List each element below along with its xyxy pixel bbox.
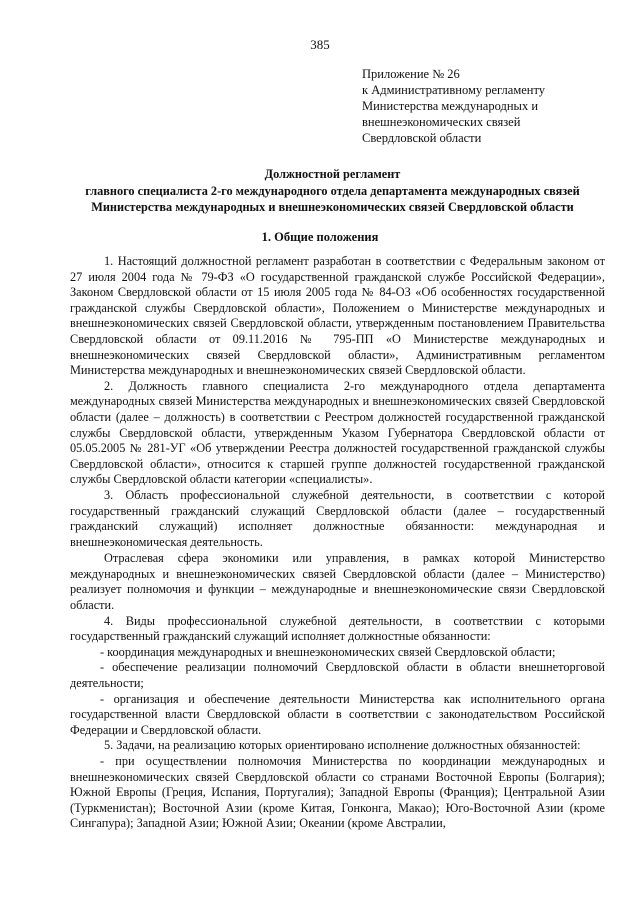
paragraph: 4. Виды профессиональной служебной деятельности, в соответствии с которыми государственный гражданский служащий исполняет должностные обязанности: <box>70 613 605 644</box>
title-line: Должностной регламент <box>264 167 401 181</box>
list-item: - организация и обеспечение деятельности Министерства как исполнительного органа государственной власти Свердловской области в соответствии с законодательством Российской Федерации и Свердловской области. <box>70 691 605 737</box>
paragraph: 5. Задачи, на реализацию которых ориентировано исполнение должностных обязанностей: <box>104 738 581 753</box>
appendix-line: Свердловской области <box>362 131 482 145</box>
appendix-line: Приложение № 26 <box>362 67 460 81</box>
page-number: 385 <box>310 37 330 52</box>
appendix-note <box>362 66 602 146</box>
paragraph: 3. Область профессиональной служебной деятельности, в соответствии с которой государственный гражданский служащий Свердловской области (далее – государственный гражданский служащий) исполняет должностные обязанности: международная и внешнеэкономическая деятельность. <box>70 487 605 549</box>
list-item: - при осуществлении полномочия Министерства по координации международных и внешнеэкономических связей Свердловской области со странами Восточной Европы (Болгария); Южной Европы (Греция, Испания, Португалия); Западной Европы (Франция); Центральной Азии (Туркменистан); Восточной Азии (кроме Китая, Гонконга, Макао); Юго-Восточной Азии (кроме Сингапура); Западной Азии; Южной Азии; Океании (кроме Австралии, <box>70 754 605 831</box>
appendix-line: внешнеэкономических связей <box>362 115 521 129</box>
paragraph: 2. Должность главного специалиста 2-го международного отдела департамента международных связей Министерства международных и внешнеэкономических связей Свердловской области (далее – должность) в соответствии с Реестром должностей государственной гражданской службы Свердловской области, утвержденным Указом Губернатора Свердловской области от 05.05.2005 № 281-УГ «Об утверждении Реестра должностей государственной гражданской службы Свердловской области», относится к старшей группе должностей государственной гражданской службы Свердловской области категории «специалисты». <box>70 378 605 487</box>
section-heading: 1. Общие положения <box>261 230 379 244</box>
appendix-line: к Административному регламенту <box>362 83 546 97</box>
paragraph: 1. Настоящий должностной регламент разработан в соответствии с Федеральным законом от 27 июля 2004 года № 79-ФЗ «О государственной гражданской службе Российской Федерации», Законом Свердловской области от 15 июля 2005 года № 84-ОЗ «Об особенностях государственной гражданской службы Свердловской области», Положением о Министерстве международных и внешнеэкономических связей Свердловской области, утвержденным постановлением Правительства Свердловской области от 09.11.2016 № 795-ПП «О Министерстве международных и внешнеэкономических связей Свердловской области», Административным регламентом Министерства международных и внешнеэкономических связей Свердловской области. <box>70 254 605 378</box>
list-item: - координация международных и внешнеэкономических связей Свердловской области; <box>100 644 556 659</box>
document-title <box>60 166 605 216</box>
title-line: главного специалиста 2-го международного отдела департамента международных связей <box>85 183 580 198</box>
document-body <box>70 254 605 832</box>
paragraph: Отраслевая сфера экономики или управления, в рамках которой Министерство международных и внешнеэкономических связей Свердловской области (далее – Министерство) реализует полномочия и функции – международные и внешнеэкономические связи Свердловской области. <box>70 551 605 613</box>
appendix-line: Министерства международных и <box>362 99 539 113</box>
list-item: - обеспечение реализации полномочий Свердловской области в области внешнеторговой деятельности; <box>70 660 605 691</box>
title-line: Министерства международных и внешнеэкономических связей Свердловской области <box>91 200 574 214</box>
